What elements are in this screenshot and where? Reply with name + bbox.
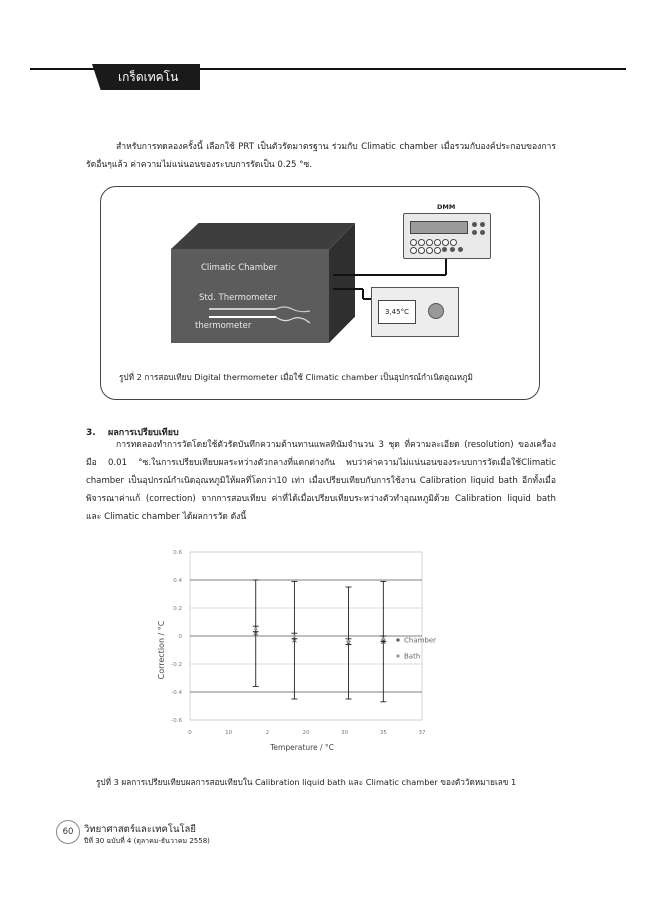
x-tick-label: 10	[225, 730, 233, 736]
y-tick-label: 0.4	[173, 578, 182, 584]
section-title: ผลการเปรียบเทียบ	[108, 428, 179, 438]
chamber-label: Climatic Chamber	[201, 263, 278, 273]
legend-marker	[396, 654, 399, 657]
legend-marker	[396, 638, 399, 641]
x-tick-label: 35	[379, 730, 387, 736]
x-tick-label: 37	[418, 730, 426, 736]
bath-point	[293, 634, 296, 637]
x-tick-label: 2	[265, 730, 270, 736]
intro-paragraph: สำหรับการทดลองครั้งนี้ เลือกใช้ PRT เป็นตัวรัดมาตรฐาน ร่วมกับ Climatic chamber เมื่อรวมกับองค์ประกอบของการรัดอื่นๆแล้ว ค่าความไม่แน่นอนของระบบการรัดเป็น 0.25 °ซ.	[86, 142, 556, 170]
y-tick-label: 0.2	[173, 606, 182, 612]
dmm-display	[410, 221, 468, 234]
y-tick-label: 0	[178, 634, 182, 640]
x-tick-label: 20	[302, 730, 310, 736]
section-header: เกร็ดเทคโน	[118, 70, 179, 84]
x-tick-label: 0	[188, 730, 192, 736]
digital-thermometer	[371, 287, 459, 337]
dmm-label: DMM	[437, 203, 456, 211]
bath-point	[382, 637, 385, 640]
std-thermometer-label: Std. Thermometer	[199, 293, 277, 303]
correction-chart	[150, 540, 450, 752]
y-tick-label: -0.4	[171, 690, 182, 696]
section-number: 3.	[86, 428, 96, 438]
bath-point	[254, 627, 257, 630]
legend-label: Bath	[404, 652, 421, 661]
bath-point	[347, 640, 350, 643]
page-number: 60	[56, 820, 80, 844]
figure-1-caption: รูปที่ 2 การสอบเทียบ Digital thermometer เมื่อใช้ Climatic chamber เป็นอุปกรณ์กำเนิดอุณหภูมิ	[119, 372, 473, 382]
y-axis-label: Correction / °C	[157, 620, 166, 680]
journal-title: วิทยาศาสตร์และเทคโนโลยี	[84, 824, 196, 835]
x-axis-label: Temperature / °C	[270, 743, 334, 752]
figure-2-caption: รูปที่ 3 ผลการเปรียบเทียบผลการสอบเทียบใน Calibration liquid bath และ Climatic chamber ของตัววัดหมายเลข 1	[96, 777, 517, 787]
thermometer-display: 3,45°C	[378, 300, 416, 324]
y-tick-label: -0.2	[171, 662, 182, 668]
dmm-device	[403, 213, 491, 259]
y-tick-label: 0.6	[173, 550, 182, 556]
y-tick-label: -0.6	[171, 718, 182, 724]
legend-label: Chamber	[404, 636, 437, 645]
dial-icon	[428, 303, 444, 319]
figure-1	[100, 186, 540, 400]
x-tick-label: 30	[341, 730, 349, 736]
results-paragraph: การทดลองทำการวัดโดยใช้ตัวรัดบันทึกความต้านทานแพลทินัมจำนวน 3 ชุด ที่ความละเอียด (resolution) ของเครื่องมือ 0.01 °ซ.ในการเปรียบเทียบผลระหว่างตัวกลางที่แตกต่างกัน พบว่าค่าความไม่แน่นอนของระบบการวัดเมื่อใช้Climatic chamber เป็นอุปกรณ์กำเนิดอุณหภูมิให้ผลที่โตกว่า10 เท่า เมื่อเปรียบเทียบกับการใช้งาน Calibration liquid bath อีกทั้งเมื่อพิจารณาค่าแก้ (correction) จากการสอบเทียบ ค่าที่ได้เมื่อเปรียบเทียบระหว่างตัวทำอุณหภูมิด้วย Calibration liquid bath และ Climatic chamber ได้ผลการวัด ดังนี้	[86, 440, 556, 522]
journal-issue: ปีที่ 30 ฉบับที่ 4 (ตุลาคม-ธันวาคม 2558)	[84, 837, 210, 845]
thermometer-label: thermometer	[195, 321, 252, 331]
